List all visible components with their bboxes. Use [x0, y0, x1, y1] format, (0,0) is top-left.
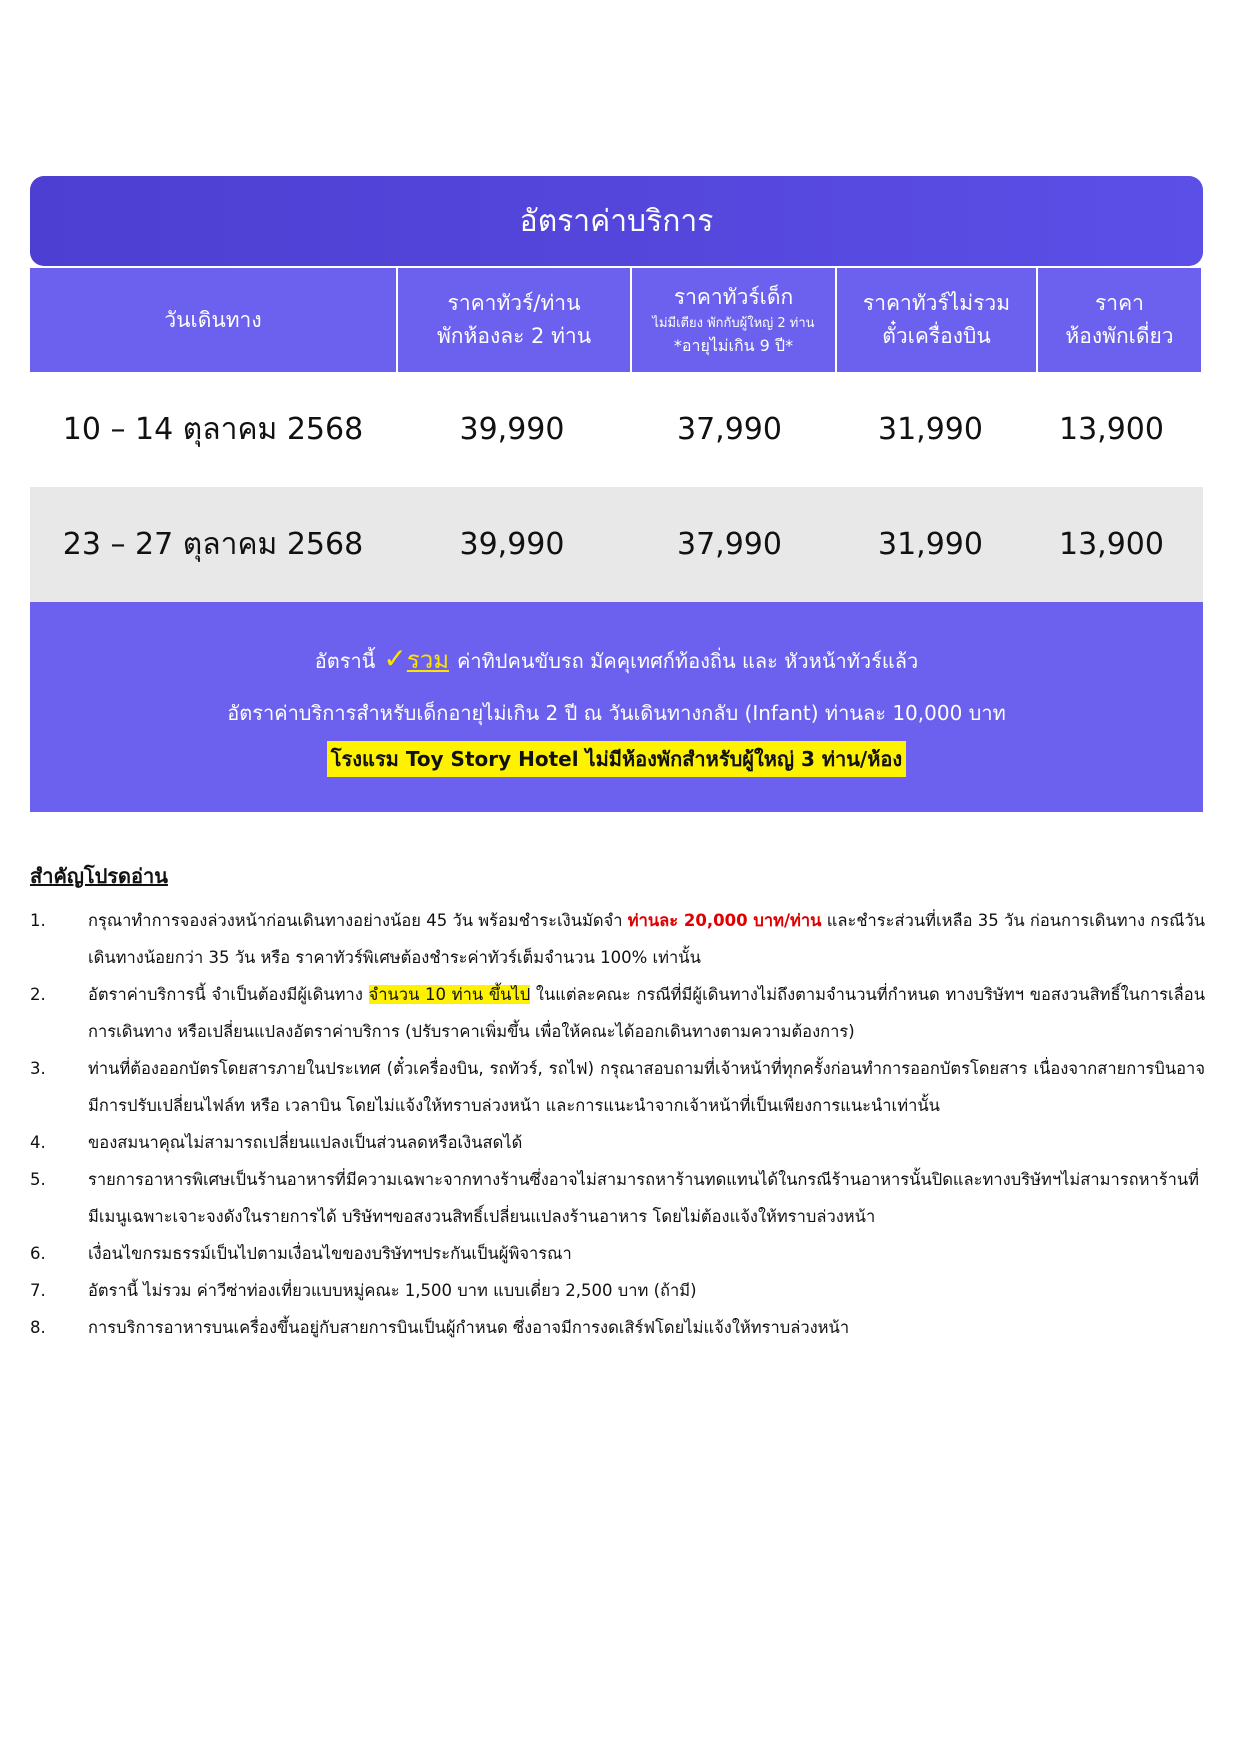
list-item: 7. อัตรานี้ ไม่รวม ค่าวีซ่าท่องเที่ยวแบบหมู่คณะ 1,500 บาท แบบเดี่ยว 2,500 บาท (ถ้ามี) — [30, 1281, 697, 1300]
header-no-flight-price: ราคาทัวร์ไม่รวม ตั๋วเครื่องบิน — [837, 268, 1036, 372]
no-flight-price: 31,990 — [878, 412, 983, 447]
table-row — [30, 372, 1203, 487]
adult-price: 39,990 — [459, 527, 565, 562]
header-adult-price: ราคาทัวร์/ท่าน พักห้องละ 2 ท่าน — [398, 268, 630, 372]
rate-notes — [30, 602, 1203, 812]
child-price: 37,990 — [677, 527, 782, 562]
check-icon: ✓ — [383, 641, 407, 675]
price-table-title: อัตราค่าบริการ — [30, 176, 1203, 266]
single-room-price: 13,900 — [1059, 527, 1164, 562]
list-item: 6. เงื่อนไขกรมธรรม์เป็นไปตามเงื่อนไขของบริษัทฯประกันเป็นผู้พิจารณา — [30, 1244, 572, 1263]
list-item: 3. ท่านที่ต้องออกบัตรโดยสารภายในประเทศ (ตั๋วเครื่องบิน, รถทัวร์, รถไฟ) กรุณาสอบถามที่เจ้าหน้าที่ทุกครั้งก่อนทำการออกบัตรโดยสาร เนื่องจากสายการบินอาจมีการปรับเปลี่ยนไฟล์ท หรือ เวลาบิน โดยไม่แจ้งให้ทราบล่วงหน้า และการแนะนำจากเจ้าหน้าที่เป็นเพียงการแนะนำเท่านั้น — [30, 1059, 1205, 1115]
table-row — [30, 487, 1203, 602]
travel-date: 10 – 14 ตุลาคม 2568 — [62, 412, 364, 447]
child-price: 37,990 — [677, 412, 782, 447]
price-table-header — [30, 268, 1203, 372]
list-item: 1. กรุณาทำการจองล่วงหน้าก่อนเดินทางอย่างน้อย 45 วัน พร้อมชำระเงินมัดจำ ท่านละ 20,000 บาท/ท่าน และชำระส่วนที่เหลือ 35 วัน ก่อนการเดินทาง กรณีวันเดินทางน้อยกว่า 35 วัน หรือ ราคาทัวร์พิเศษต้องชำระค่าทัวร์เต็มจำนวน 100% เท่านั้น — [30, 911, 1205, 967]
single-room-price: 13,900 — [1059, 412, 1164, 447]
no-flight-price: 31,990 — [878, 527, 983, 562]
list-item: 2. อัตราค่าบริการนี้ จำเป็นต้องมีผู้เดินทาง จำนวน 10 ท่าน ขึ้นไป ในแต่ละคณะ กรณีที่มีผู้เดินทางไม่ถึงตามจำนวนที่กำหนด ทางบริษัทฯ ขอสงวนสิทธิ์ในการเลื่อนการเดินทาง หรือเปลี่ยนแปลงอัตราค่าบริการ (ปรับราคาเพิ่มขึ้น เพื่อให้คณะได้ออกเดินทางตามความต้องการ) — [30, 985, 1205, 1041]
hotel-note: โรงแรม Toy Story Hotel ไม่มีห้องพักสำหรับผู้ใหญ่ 3 ท่าน/ห้อง — [327, 743, 906, 775]
list-item: 4. ของสมนาคุณไม่สามารถเปลี่ยนแปลงเป็นส่วนลดหรือเงินสดได้ — [30, 1133, 523, 1152]
list-item: 5. รายการอาหารพิเศษเป็นร้านอาหารที่มีความเฉพาะจากทางร้านซึ่งอาจไม่สามารถหาร้านทดแทนได้ในกรณีร้านอาหารนั้นปิดและทางบริษัทฯไม่สามารถหาร้านที่มีเมนูเฉพาะเจาะจงดังในรายการได้ บริษัทฯขอสงวนสิทธิ์เปลี่ยนแปลงร้านอาหาร โดยไม่ต้องแจ้งให้ทราบล่วงหน้า — [30, 1170, 1200, 1226]
list-item: 8. การบริการอาหารบนเครื่องขึ้นอยู่กับสายการบินเป็นผู้กำหนด ซึ่งอาจมีการงดเสิร์ฟโดยไม่แจ้งให้ทราบล่วงหน้า — [30, 1318, 850, 1337]
terms-list — [30, 902, 1205, 1346]
travel-date: 23 – 27 ตุลาคม 2568 — [62, 527, 364, 562]
price-table — [30, 176, 1203, 812]
important-heading: สำคัญโปรดอ่าน — [30, 864, 168, 888]
header-travel-date: วันเดินทาง — [30, 268, 396, 372]
header-child-price: ราคาทัวร์เด็ก ไม่มีเตียง พักกับผู้ใหญ่ 2 ท่าน *อายุไม่เกิน 9 ปี* — [632, 268, 835, 372]
rate-includes-note: อัตรานี้ ✓รวม ค่าทิปคนขับรถ มัคคุเทศก์ท้องถิ่น และ หัวหน้าทัวร์แล้ว — [314, 641, 919, 675]
header-single-room-price: ราคา ห้องพักเดี่ยว — [1038, 268, 1201, 372]
adult-price: 39,990 — [459, 412, 565, 447]
infant-rate-note: อัตราค่าบริการสำหรับเด็กอายุไม่เกิน 2 ปี ณ วันเดินทางกลับ (Infant) ท่านละ 10,000 บาท — [227, 700, 1006, 725]
